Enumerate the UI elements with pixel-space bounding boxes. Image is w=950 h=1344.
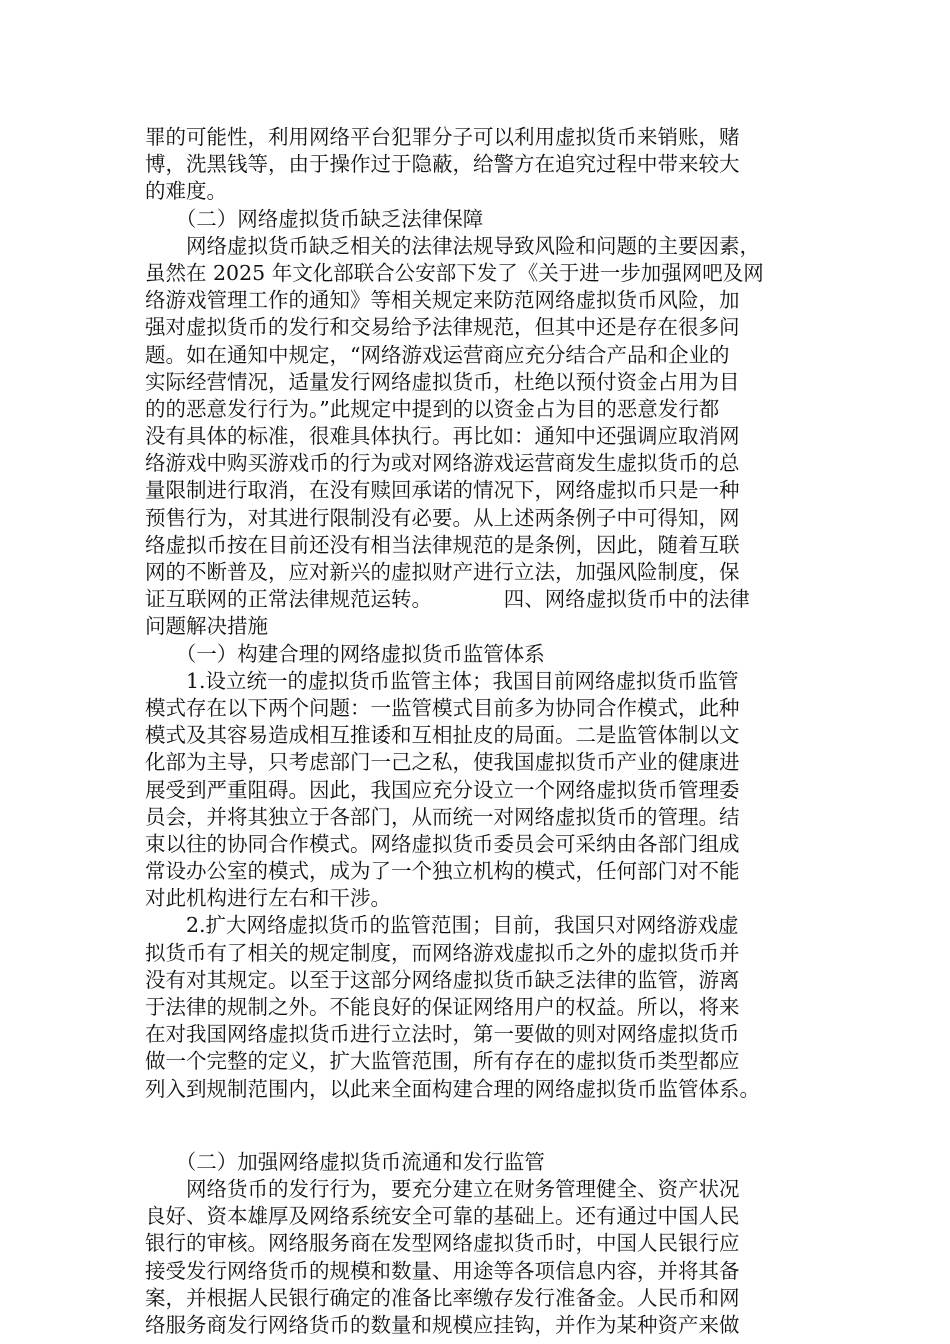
text-line: 展受到严重阻碍。因此，我国应充分设立一个网络虚拟货币管理委	[145, 777, 740, 802]
text-line: 2.扩大网络虚拟货币的监管范围；目前，我国只对网络游戏虚	[145, 913, 739, 938]
text-line: 题。如在通知中规定，“网络游戏运营商应充分结合产品和企业的	[145, 342, 730, 367]
text-line: 案，并根据人民银行确定的准备比率缴存发行准备金。人民币和网	[145, 1285, 740, 1310]
text-line: 于法律的规制之外。不能良好的保证网络用户的权益。所以，将来	[145, 995, 740, 1019]
text-line: 没有对其规定。以至于这部分网络虚拟货币缺乏法律的监管，游离	[145, 967, 740, 992]
section-heading: （一）构建合理的网络虚拟货币监管体系	[145, 641, 545, 666]
text-line: 没有具体的标准，很难具体执行。再比如：通知中还强调应取消网	[145, 424, 740, 449]
paragraph-gap	[145, 1103, 805, 1149]
text-line: 问题解决措施	[145, 614, 268, 639]
text-line: 列入到规制范围内，以此来全面构建合理的网络虚拟货币监管体系。	[145, 1076, 760, 1101]
text-line: 的难度。	[145, 179, 227, 204]
text-line: 对此机构进行左右和干涉。	[145, 886, 391, 911]
text-line: 预售行为，对其进行限制没有必要。从上述两条例子中可得知，网	[145, 505, 740, 530]
section-heading: （二）网络虚拟货币缺乏法律保障	[145, 206, 484, 231]
text-line: 罪的可能性，利用网络平台犯罪分子可以利用虚拟货币来销账，赌	[145, 125, 740, 149]
text-line: 做一个完整的定义，扩大监管范围，所有存在的虚拟货币类型都应	[145, 1049, 740, 1074]
section-heading: （二）加强网络虚拟货币流通和发行监管	[145, 1149, 545, 1174]
text-line: 模式及其容易造成相互推诿和互相扯皮的局面。二是监管体制以文	[145, 723, 740, 748]
text-line: 模式存在以下两个问题：一监管模式目前多为协同合作模式，此种	[145, 695, 740, 720]
text-line: 1.设立统一的虚拟货币监管主体；我国目前网络虚拟货币监管	[145, 668, 739, 693]
text-line: 良好、资本雄厚及网络系统安全可靠的基础上。还有通过中国人民	[145, 1204, 740, 1229]
text-line: 络虚拟币按在目前还没有相当法律规范的是条例，因此，随着互联	[145, 532, 740, 557]
text-line: 络游戏中购买游戏币的行为或对网络游戏运营商发生虚拟货币的总	[145, 451, 740, 476]
text-line: 强对虚拟货币的发行和交易给予法律规范，但其中还是存在很多问	[145, 315, 740, 340]
text-line: 束以往的协同合作模式。网络虚拟货币委员会可采纳由各部门组成	[145, 831, 740, 856]
text-line: 实际经营情况，适量发行网络虚拟货币，杜绝以预付资金占用为目	[145, 369, 740, 394]
text-line: 证互联网的正常法律规范运转。 四、网络虚拟货币中的法律	[145, 587, 750, 612]
text-line: 拟货币有了相关的规定制度，而网络游戏虚拟币之外的虚拟货币并	[145, 940, 740, 965]
text-line: 员会，并将其独立于各部门，从而统一对网络虚拟货币的管理。结	[145, 804, 740, 829]
text-line: 化部为主导，只考虑部门一己之私，使我国虚拟货币产业的健康进	[145, 750, 740, 775]
text-line: 量限制进行取消，在没有赎回承诺的情况下，网络虚拟币只是一种	[145, 478, 740, 503]
text-line: 网络货币的发行行为，要充分建立在财务管理健全、资产状况	[145, 1176, 740, 1201]
text-line: 络服务商发行网络货币的数量和规模应挂钩，并作为某种资产来做	[145, 1312, 740, 1337]
text-line: 常设办公室的模式，成为了一个独立机构的模式，任何部门对不能	[145, 859, 740, 884]
text-line: 虽然在 2025 年文化部联合公安部下发了《关于进一步加强网吧及网	[145, 260, 764, 285]
text-line: 的的恶意发行行为。”此规定中提到的以资金占为目的恶意发行都	[145, 396, 720, 421]
text-line: 银行的审核。网络服务商在发型网络虚拟货币时，中国人民银行应	[145, 1231, 740, 1256]
document-page	[145, 124, 805, 1339]
text-line: 网络虚拟货币缺乏相关的法律法规导致风险和问题的主要因素，	[145, 233, 760, 258]
text-line: 网的不断普及，应对新兴的虚拟财产进行立法，加强风险制度，保	[145, 560, 740, 584]
text-line: 博，洗黑钱等，由于操作过于隐蔽，给警方在追究过程中带来较大	[145, 152, 740, 177]
text-line: 在对我国网络虚拟货币进行立法时，第一要做的则对网络虚拟货币	[145, 1022, 740, 1047]
text-line: 接受发行网络货币的规模和数量、用途等各项信息内容，并将其备	[145, 1258, 740, 1283]
text-line: 络游戏管理工作的通知》等相关规定来防范网络虚拟货币风险，加	[145, 288, 740, 313]
